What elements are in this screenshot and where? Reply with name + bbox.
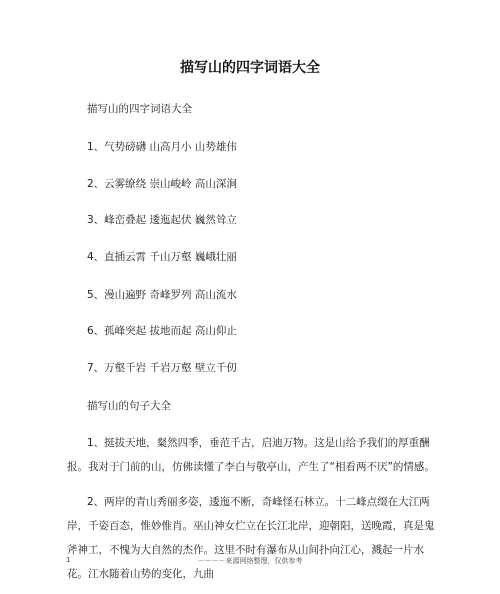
list-item: 3、峰峦叠起 逶迤起伏 巍然耸立 — [87, 214, 237, 226]
list-item: 1、气势磅礴 山高月小 山势雄伟 — [87, 141, 237, 153]
list-item: 7、万壑千岩 千岩万壑 壁立千仞 — [87, 362, 237, 374]
list-item: 5、漫山遍野 奇峰罗列 高山流水 — [87, 289, 237, 301]
page-number: 1 — [66, 556, 71, 564]
sentence-paragraph: 1、挺拔天地，粲然四季，垂范千古，启迪万物。这是山给予我们的厚重酬报。我对于门前的山，仿佛读懂了李白与敬亭山，产生了“相看两不厌”的情感。 — [67, 437, 435, 473]
list-item: 2、云雾缭绕 崇山峻岭 高山深涧 — [87, 178, 237, 190]
section-heading-sentences: 描写山的句子大全 — [87, 400, 171, 412]
sentence-paragraph: 2、两岸的青山秀丽多姿，逶迤不断，奇峰怪石林立。十二峰点缀在大江两岸，千姿百态，惟妙惟肖。巫山神女伫立在长江北岸，迎朝阳，送晚霞，真是鬼斧神工，不愧为大自然的杰作。这里不时有瀑布从山间扑向江心，溅起一片水花。江水随着山势的变化，九曲 — [67, 496, 435, 580]
footer-note: －－－－来源网络整理，仅供参考 — [197, 557, 303, 565]
document-title: 描写山的四字词语大全 — [180, 60, 320, 76]
list-item: 6、孤峰突起 拔地而起 高山仰止 — [87, 325, 237, 337]
list-item: 4、直插云霄 千山万壑 巍峨壮丽 — [87, 251, 237, 263]
section-heading-words: 描写山的四字词语大全 — [87, 103, 192, 115]
